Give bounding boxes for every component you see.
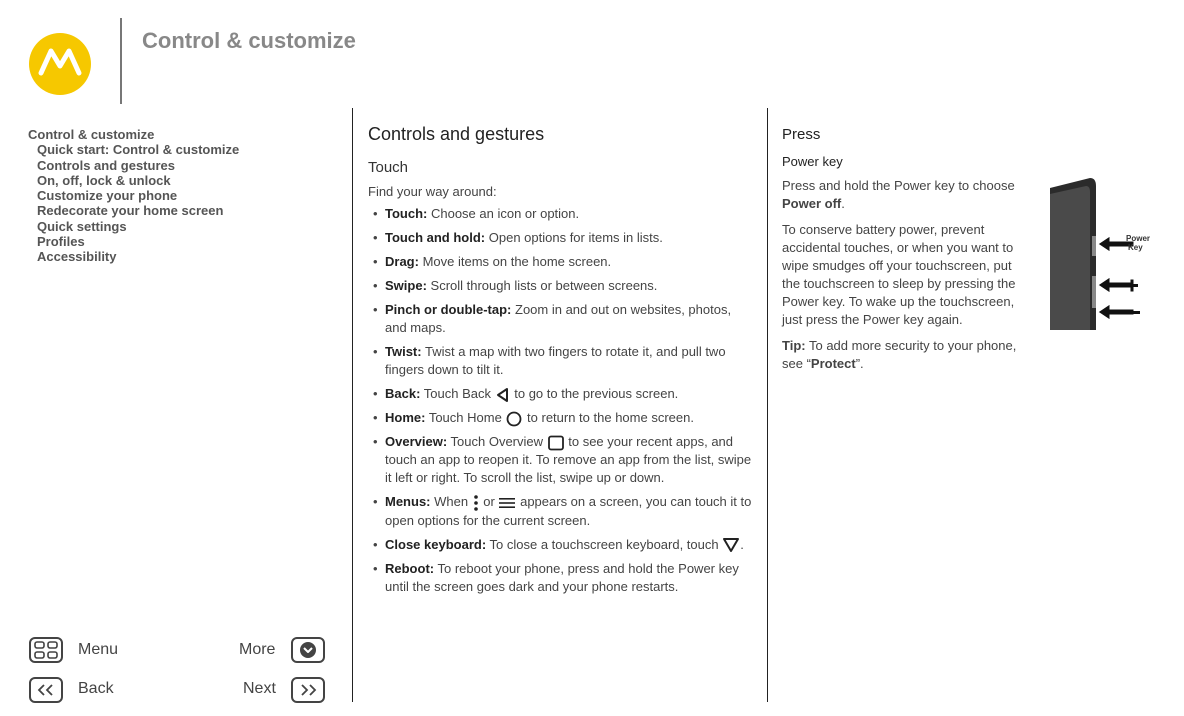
power-off-paragraph: Press and hold the Power key to choose Power off. (782, 178, 1015, 211)
toc-item-customize-phone[interactable]: Customize your phone (37, 188, 178, 204)
overview-icon (547, 435, 565, 451)
list-item-touch: • Touch: Choose an icon or option. (368, 205, 752, 223)
page-title: Control & customize (142, 28, 356, 53)
section-heading: Controls and gestures (368, 124, 545, 144)
tip-paragraph: Tip: To add more security to your phone, see “Protect”. (782, 338, 1017, 371)
power-key-label: Power Key (1126, 234, 1151, 252)
list-item-menus: • Menus: When or appears on a screen, you can touch it to open options for the current screen. (368, 493, 752, 530)
double-chevron-right-icon (293, 679, 323, 701)
list-item-overview: • Overview: Touch Overview to see your recent apps, and touch an app to reopen it. To remove an app from the list, swipe it left or right. To scroll the list, swipe up or down. (368, 433, 752, 487)
list-item-drag: • Drag: Move items on the home screen. (368, 253, 752, 271)
next-label[interactable]: Next (243, 680, 276, 697)
next-button[interactable] (291, 677, 325, 703)
list-item-reboot: • Reboot: To reboot your phone, press and hold the Power key until the screen goes dark and your phone restarts. (368, 560, 752, 596)
phone-side-illustration (1050, 178, 1162, 330)
header-divider (120, 18, 122, 104)
back-button[interactable] (29, 677, 63, 703)
intro-text: Find your way around: (368, 184, 497, 199)
grid-icon (31, 639, 61, 661)
list-item-twist: • Twist: Twist a map with two fingers to rotate it, and pull two fingers down to tilt it. (368, 343, 752, 379)
motorola-m-icon (29, 33, 91, 95)
controls-gestures-section (368, 124, 752, 596)
list-item-pinch: • Pinch or double-tap: Zoom in and out on websites, photos, and maps. (368, 301, 752, 337)
list-item-touch-hold: • Touch and hold: Open options for items in lists. (368, 229, 752, 247)
back-icon (495, 387, 511, 403)
toc-item-control-customize[interactable]: Control & customize (28, 127, 155, 142)
column-divider-right (767, 108, 768, 702)
more-label[interactable]: More (239, 641, 276, 658)
toc-item-redecorate[interactable]: Redecorate your home screen (37, 203, 224, 219)
touch-heading: Touch (368, 159, 409, 176)
list-item-back: • Back: Touch Back to go to the previous screen. (368, 385, 752, 403)
menu-button[interactable] (29, 637, 63, 663)
column-divider-left (352, 108, 353, 702)
toc-item-profiles[interactable]: Profiles (37, 234, 85, 250)
toc-item-quick-start[interactable]: Quick start: Control & customize (37, 142, 240, 158)
toc-item-on-off-lock[interactable]: On, off, lock & unlock (37, 172, 171, 188)
table-of-contents (28, 127, 239, 265)
back-label[interactable]: Back (78, 680, 114, 697)
more-button[interactable] (291, 637, 325, 663)
menu-label[interactable]: Menu (78, 641, 119, 658)
list-item-home: • Home: Touch Home to return to the home screen. (368, 409, 752, 427)
sleep-paragraph: To conserve battery power, prevent accidental touches, or when you want to wipe smudges off your touchscreen, put the touchscreen to sleep by pressing the Power key. To wake up the touchscreen, just press the Power key again. (782, 222, 1016, 327)
home-icon (505, 411, 523, 427)
toc-item-quick-settings[interactable]: Quick settings (37, 218, 127, 234)
double-chevron-left-icon (31, 679, 61, 701)
toc-item-accessibility[interactable]: Accessibility (37, 249, 117, 265)
press-section (782, 126, 1032, 373)
keyboard-close-icon (722, 537, 740, 553)
gesture-list (368, 205, 752, 596)
chevron-down-icon (293, 639, 323, 661)
toc-item-controls-gestures[interactable]: Controls and gestures (37, 157, 175, 173)
minus-icon (1128, 311, 1140, 314)
power-key-heading: Power key (782, 154, 843, 169)
list-item-swipe: • Swipe: Scroll through lists or between screens. (368, 277, 752, 295)
motorola-logo (29, 33, 91, 95)
list-item-close-keyboard: • Close keyboard: To close a touchscreen keyboard, touch . (368, 536, 752, 554)
plus-icon (1126, 280, 1138, 292)
hamburger-menu-icon (498, 496, 516, 510)
vertical-menu-icon (472, 494, 480, 512)
press-heading: Press (782, 126, 821, 143)
